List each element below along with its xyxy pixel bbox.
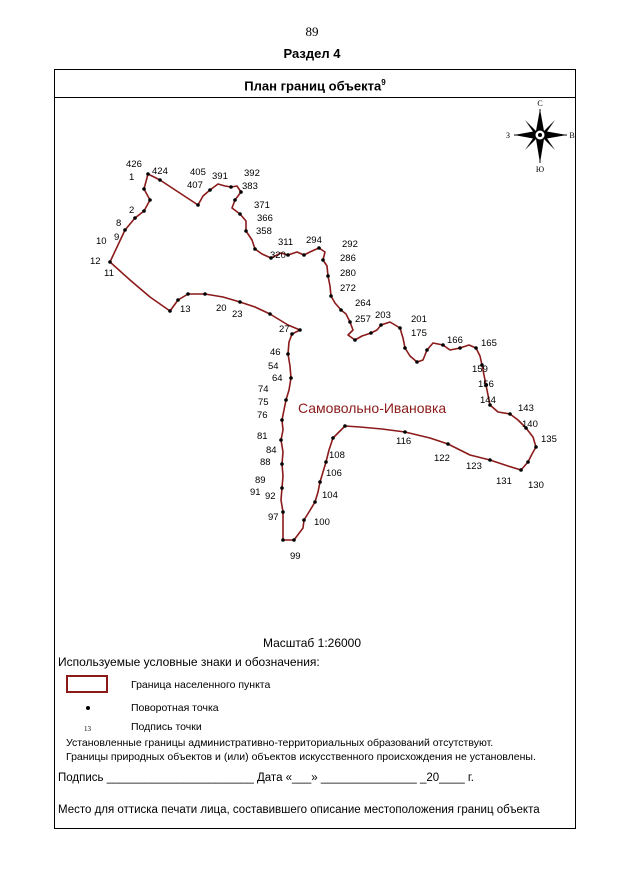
point-label: 12 — [90, 256, 101, 267]
point-label: 23 — [232, 309, 243, 320]
point-label: 11 — [104, 268, 114, 279]
point-label: 286 — [340, 253, 356, 264]
point-label: 2 — [129, 205, 135, 216]
point-label: 130 — [528, 480, 544, 491]
signature-line: Подпись _______________________ Дата «___» _______________ _20____ г. — [58, 772, 474, 784]
point-label: 294 — [306, 235, 322, 246]
point-label: 131 — [496, 476, 512, 487]
point-label: 89 — [255, 475, 266, 486]
point-label: 383 — [242, 181, 258, 192]
point-label: 122 — [434, 453, 450, 464]
point-label: 140 — [522, 419, 538, 430]
point-label: 74 — [258, 384, 269, 395]
point-label: 108 — [329, 450, 345, 461]
plan-title: План границ объекта — [244, 78, 382, 94]
point-label: 91 — [250, 487, 261, 498]
point-label: 1 — [129, 172, 135, 183]
turning-points — [108, 172, 538, 542]
point-label: 76 — [257, 410, 268, 421]
point-label: 92 — [265, 491, 276, 502]
point-label: 46 — [270, 347, 281, 358]
point-label: 13 — [180, 304, 191, 315]
point-label: 280 — [340, 268, 356, 279]
legend-title: Используемые условные знаки и обозначения: — [58, 655, 320, 669]
compass-west-label: З — [505, 131, 511, 140]
point-label: 392 — [244, 168, 260, 179]
settlement-boundary — [110, 174, 536, 540]
plan-title-footnote: 9 — [381, 78, 386, 87]
point-label: 175 — [411, 328, 427, 339]
point-label: 426 — [126, 159, 142, 170]
point-label: 97 — [268, 512, 279, 523]
legend-point-symbol — [86, 706, 90, 710]
legend-boundary-label: Граница населенного пункта — [131, 679, 271, 691]
point-label: 407 — [187, 180, 203, 191]
point-label: 75 — [258, 397, 269, 408]
point-label: 20 — [216, 303, 227, 314]
point-labels — [90, 159, 557, 562]
point-label: 371 — [254, 200, 270, 211]
note-natural-objects: Границы природных объектов и (или) объектов искусственного происхождения не установлены. — [66, 751, 536, 763]
point-label: 9 — [114, 232, 120, 243]
compass-north-label: С — [537, 99, 543, 108]
point-label: 358 — [256, 226, 272, 237]
legend-label-label: Подпись точки — [131, 721, 202, 733]
settlement-name: Самовольно-Ивановка — [298, 400, 447, 416]
stamp-line: Место для оттиска печати лица, составившего описание местоположения границ объекта — [58, 804, 540, 816]
point-label: 272 — [340, 283, 356, 294]
point-label: 292 — [342, 239, 358, 250]
point-label: 104 — [322, 490, 338, 501]
point-label: 144 — [480, 395, 496, 406]
point-label: 27 — [279, 324, 290, 335]
point-label: 143 — [518, 403, 534, 414]
legend-boundary-symbol — [66, 675, 108, 693]
point-label: 165 — [481, 338, 497, 349]
compass-south-label: Ю — [535, 165, 545, 174]
point-label: 366 — [257, 213, 273, 224]
point-label: 84 — [266, 445, 277, 456]
point-label: 203 — [375, 310, 391, 321]
point-label: 116 — [396, 436, 412, 447]
point-label: 10 — [96, 236, 107, 247]
point-label: 257 — [355, 314, 371, 325]
point-label: 123 — [466, 461, 482, 472]
point-label: 320 — [270, 250, 286, 261]
point-label: 64 — [272, 373, 283, 384]
point-label: 88 — [260, 457, 271, 468]
point-label: 166 — [447, 335, 463, 346]
point-label: 135 — [541, 434, 557, 445]
point-label: 106 — [326, 468, 342, 479]
point-label: 424 — [152, 166, 168, 177]
point-label: 156 — [478, 379, 494, 390]
point-label: 405 — [190, 167, 206, 178]
page-number: 89 — [305, 24, 319, 39]
point-label: 54 — [268, 361, 279, 372]
point-label: 159 — [472, 364, 488, 375]
legend-label-symbol: 13 — [84, 725, 91, 733]
note-admin-boundaries: Установленные границы административно-территориальных образований отсутствуют. — [66, 737, 494, 749]
point-label: 391 — [212, 171, 228, 182]
map-scale: Масштаб 1:26000 — [262, 636, 362, 650]
section-title: Раздел 4 — [283, 46, 341, 61]
point-label: 264 — [355, 298, 371, 309]
legend-point-label: Поворотная точка — [131, 702, 219, 714]
point-label: 100 — [314, 517, 330, 528]
point-label: 81 — [257, 431, 268, 442]
compass-east-label: В — [569, 131, 575, 140]
point-label: 311 — [278, 237, 294, 248]
point-label: 201 — [411, 314, 427, 325]
compass-rose-icon — [506, 99, 575, 174]
point-label: 99 — [290, 551, 301, 562]
point-label: 8 — [116, 218, 122, 229]
